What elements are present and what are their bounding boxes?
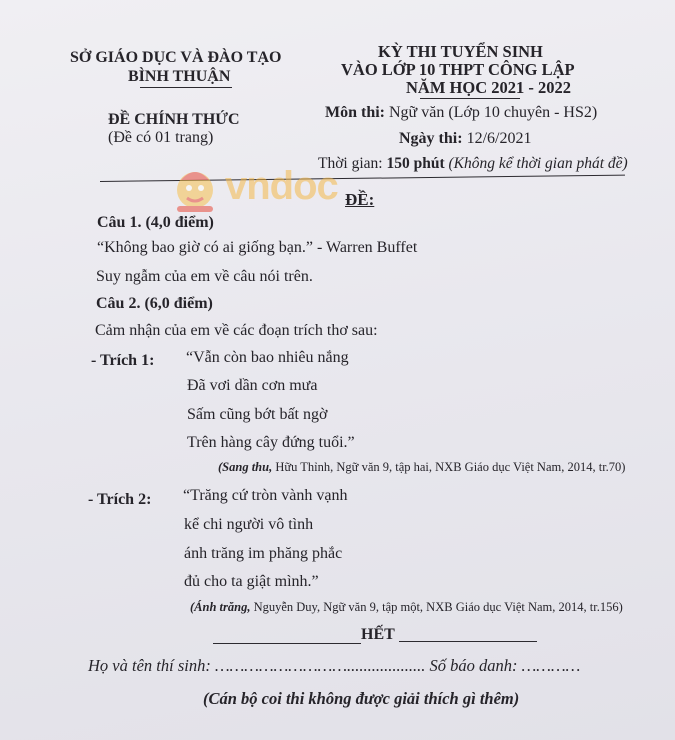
subject-value: Ngữ văn (Lớp 10 chuyên - HS2) [389, 104, 598, 121]
excerpt2-cite-title: (Ánh trăng, [190, 600, 251, 614]
excerpt1-cite-title: (Sang thu, [218, 460, 273, 474]
q2-task: Cảm nhận của em về các đoạn trích thơ sau: [95, 322, 378, 339]
excerpt2-citation [190, 600, 623, 615]
candidate-name-dots: ………………………................... [214, 656, 426, 675]
exam-date-label: Ngày thi: [399, 130, 463, 147]
candidate-info-line [88, 656, 580, 676]
q1-quote: “Không bao giờ có ai giống bạn.” - Warren Buffet [97, 239, 418, 256]
exam-title: ĐỀ: [345, 190, 375, 209]
subject-label: Môn thi: [325, 104, 385, 121]
excerpt1-cite-rest: Hữu Thỉnh, Ngữ văn 9, tập hai, NXB Giáo dục Việt Nam, 2014, tr.70) [275, 460, 626, 474]
excerpt2-line: đủ cho ta giật mình.” [184, 573, 319, 590]
end-line-left [213, 643, 361, 644]
school-year: NĂM HỌC 2021 - 2022 [406, 78, 571, 97]
province-underline [140, 87, 232, 88]
q2-title: Câu 2. (6,0 điểm) [96, 295, 213, 312]
province-name: BÌNH THUẬN [128, 68, 231, 85]
excerpt2-line: kể chi người vô tình [184, 516, 314, 533]
exam-date-value: 12/6/2021 [466, 130, 532, 147]
department-name: SỞ GIÁO DỤC VÀ ĐÀO TẠO [70, 49, 282, 66]
excerpt1-line: “Vẫn còn bao nhiêu nắng [186, 349, 349, 366]
excerpt1-line: Sấm cũng bớt bất ngờ [187, 406, 328, 423]
watermark-text: vndoc [225, 164, 338, 208]
q1-task: Suy ngẫm của em về câu nói trên. [96, 268, 313, 285]
time-label: Thời gian: [318, 155, 383, 172]
school-year-underline [420, 98, 520, 99]
exam-date-line [399, 130, 531, 148]
excerpt2-cite-rest: Nguyễn Duy, Ngữ văn 9, tập một, NXB Giáo dục Việt Nam, 2014, tr.156) [253, 600, 623, 614]
q1-title: Câu 1. (4,0 điểm) [97, 214, 214, 231]
proctor-note: (Cán bộ coi thi không được giải thích gì thêm) [203, 689, 520, 708]
candidate-name-label: Họ và tên thí sinh: [88, 656, 211, 675]
candidate-number-dots: ………… [521, 656, 581, 675]
excerpt1-line: Đã vơi dần cơn mưa [187, 377, 318, 394]
time-note: (Không kể thời gian phát đề) [448, 155, 628, 172]
excerpt1-citation [218, 460, 625, 475]
page-count-note: (Đề có 01 trang) [108, 129, 214, 146]
excerpt2-line: ánh trăng im phăng phắc [184, 545, 343, 562]
excerpt2-label: - Trích 2: [88, 491, 152, 508]
official-exam-label: ĐỀ CHÍNH THỨC [108, 111, 240, 128]
end-mark: HẾT [361, 626, 395, 643]
excerpt1-line: Trên hàng cây đứng tuổi.” [187, 434, 355, 451]
exam-name: KỲ THI TUYỂN SINH [378, 42, 543, 61]
subject-line [325, 104, 597, 122]
end-line-right [399, 641, 537, 642]
excerpt1-label: - Trích 1: [91, 352, 155, 369]
time-value: 150 phút [386, 155, 445, 172]
candidate-number-label: Số báo danh: [429, 656, 518, 675]
mascot-icon [165, 162, 225, 217]
excerpt2-line: “Trăng cứ tròn vành vạnh [183, 487, 348, 504]
exam-level: VÀO LỚP 10 THPT CÔNG LẬP [341, 60, 575, 79]
